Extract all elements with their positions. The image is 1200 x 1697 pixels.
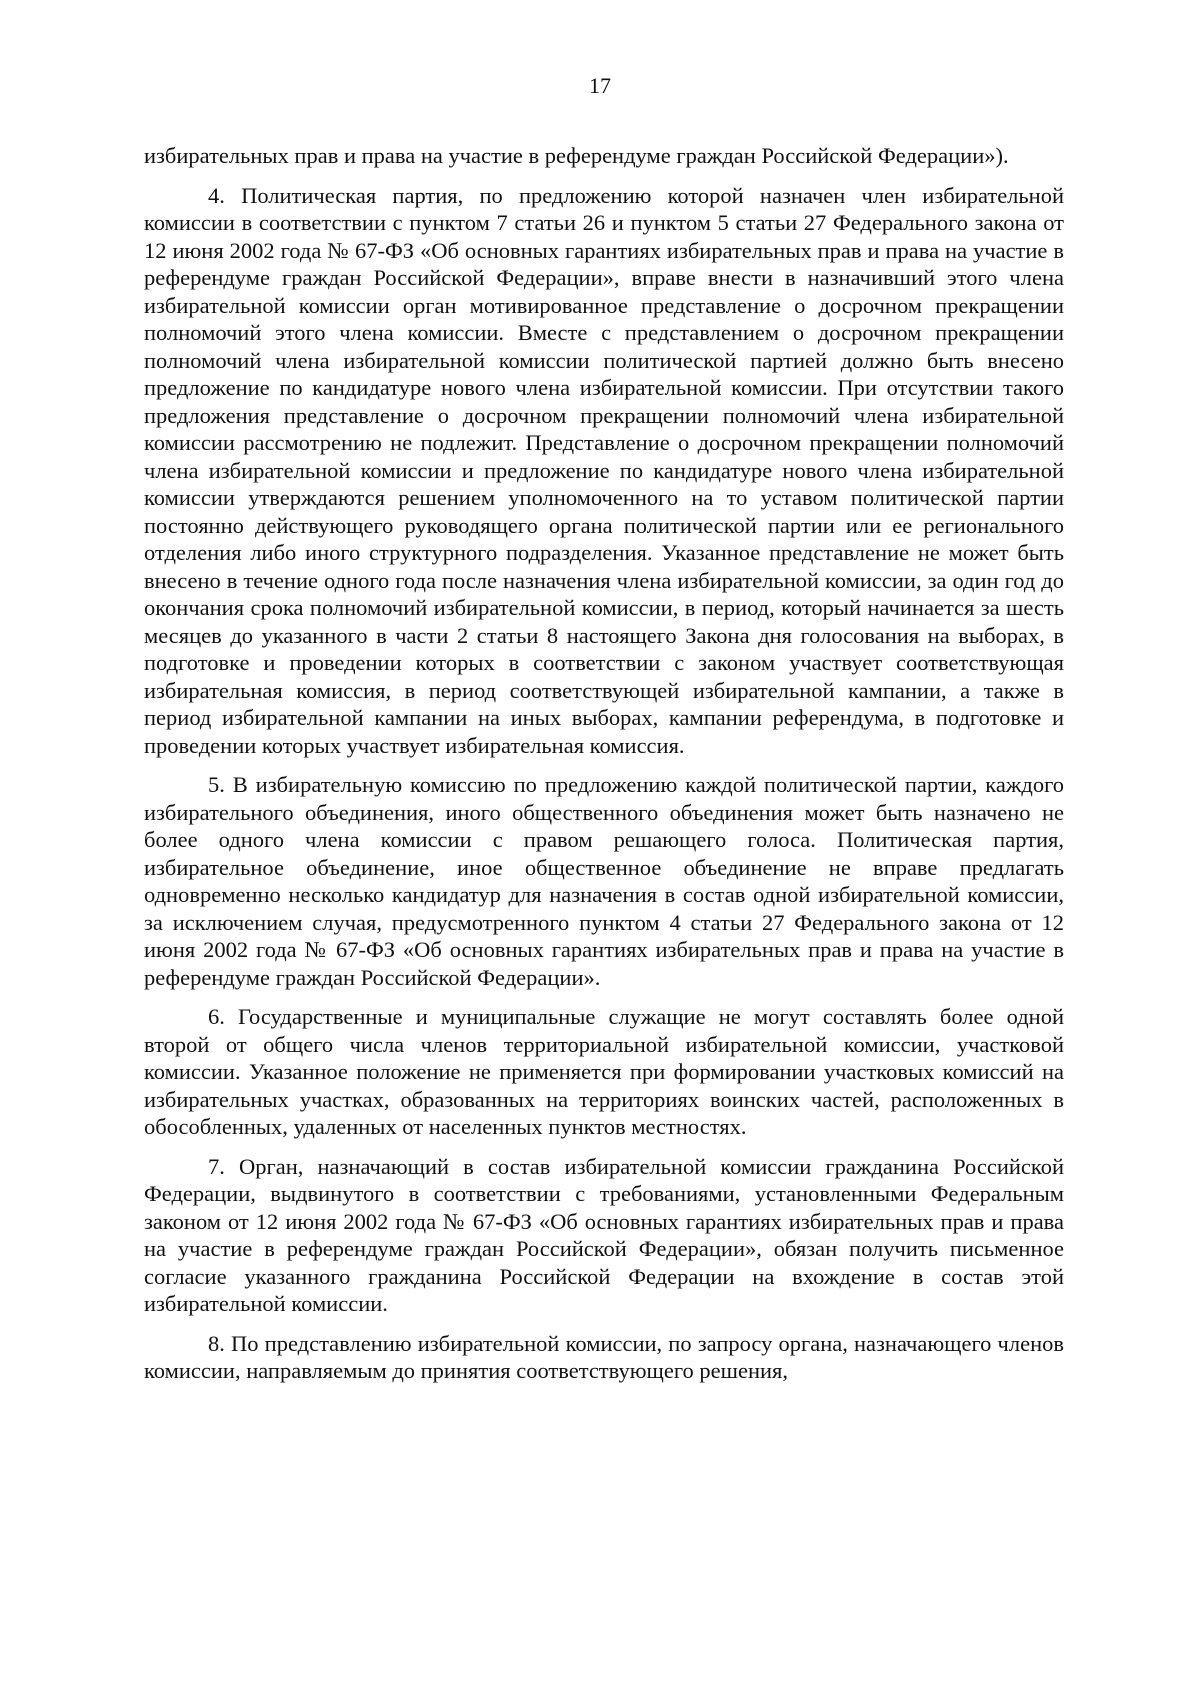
paragraph-8: 8. По представлению избирательной комиссии, по запросу органа, назначающего членов комиссии, направляемым до принятия соответствующего решения, [144,1330,1064,1383]
paragraph-7: 7. Орган, назначающий в состав избирательной комиссии гражданина Российской Федерации, выдвинутого в соответствии с требованиями, установленными Федеральным законом от 12 июня 2002 года № 67-ФЗ «Об основных гарантиях избирательных прав и права на участие в референдуме граждан Российской Федерации», обязан получить письменное согласие указанного гражданина Российской Федерации на вхождение в состав этой избирательной комиссии. [144,1153,1064,1316]
page-number: 17 [589,73,611,98]
document-body [144,142,1064,1397]
paragraph-4: 4. Политическая партия, по предложению которой назначен член избирательной комиссии в соответствии с пунктом 7 статьи 26 и пунктом 5 статьи 27 Федерального закона от 12 июня 2002 года № 67-ФЗ «Об основных гарантиях избирательных прав и права на участие в референдуме граждан Российской Федерации», вправе внести в назначивший этого члена избирательной комиссии орган мотивированное представление о досрочном прекращении полномочий этого члена комиссии. Вместе с представлением о досрочном прекращении полномочий члена избирательной комиссии политической партией должно быть внесено предложение по кандидатуре нового члена избирательной комиссии. При отсутствии такого предложения представление о досрочном прекращении полномочий члена избирательной комиссии рассмотрению не подлежит. Представление о досрочном прекращении полномочий члена избирательной комиссии и предложение по кандидатуре нового члена избирательной комиссии утверждаются решением уполномоченного на то уставом политической партии постоянно действующего руководящего органа политической партии или ее регионального отделения либо иного структурного подразделения. Указанное представление не может быть внесено в течение одного года после назначения члена избирательной комиссии, за один год до окончания срока полномочий избирательной комиссии, в период, который начинается за шесть месяцев до указанного в части 2 статьи 8 настоящего Закона дня голосования на выборах, в подготовке и проведении которых в соответствии с законом участвует соответствующая избирательная комиссия, в период соответствующей избирательной кампании, а также в период избирательной кампании на иных выборах, кампании референдума, в подготовке и проведении которых участвует избирательная комиссия. [144,182,1064,758]
paragraph-6: 6. Государственные и муниципальные служащие не могут составлять более одной второй от общего числа членов территориальной избирательной комиссии, участковой комиссии. Указанное положение не применяется при формировании участковых комиссий на избирательных участках, образованных на территориях воинских частей, расположенных в обособленных, удаленных от населенных пунктов местностях. [144,1004,1064,1139]
paragraph-continuation: избирательных прав и права на участие в референдуме граждан Российской Федерации»). [144,143,1009,168]
paragraph-5: 5. В избирательную комиссию по предложению каждой политической партии, каждого избирательного объединения, иного общественного объединения может быть назначено не более одного члена комиссии с правом решающего голоса. Политическая партия, избирательное объединение, иное общественное объединение не вправе предлагать одновременно несколько кандидатур для назначения в состав одной избирательной комиссии, за исключением случая, предусмотренного пунктом 4 статьи 27 Федерального закона от 12 июня 2002 года № 67-ФЗ «Об основных гарантиях избирательных прав и права на участие в референдуме граждан Российской Федерации». [144,772,1064,990]
